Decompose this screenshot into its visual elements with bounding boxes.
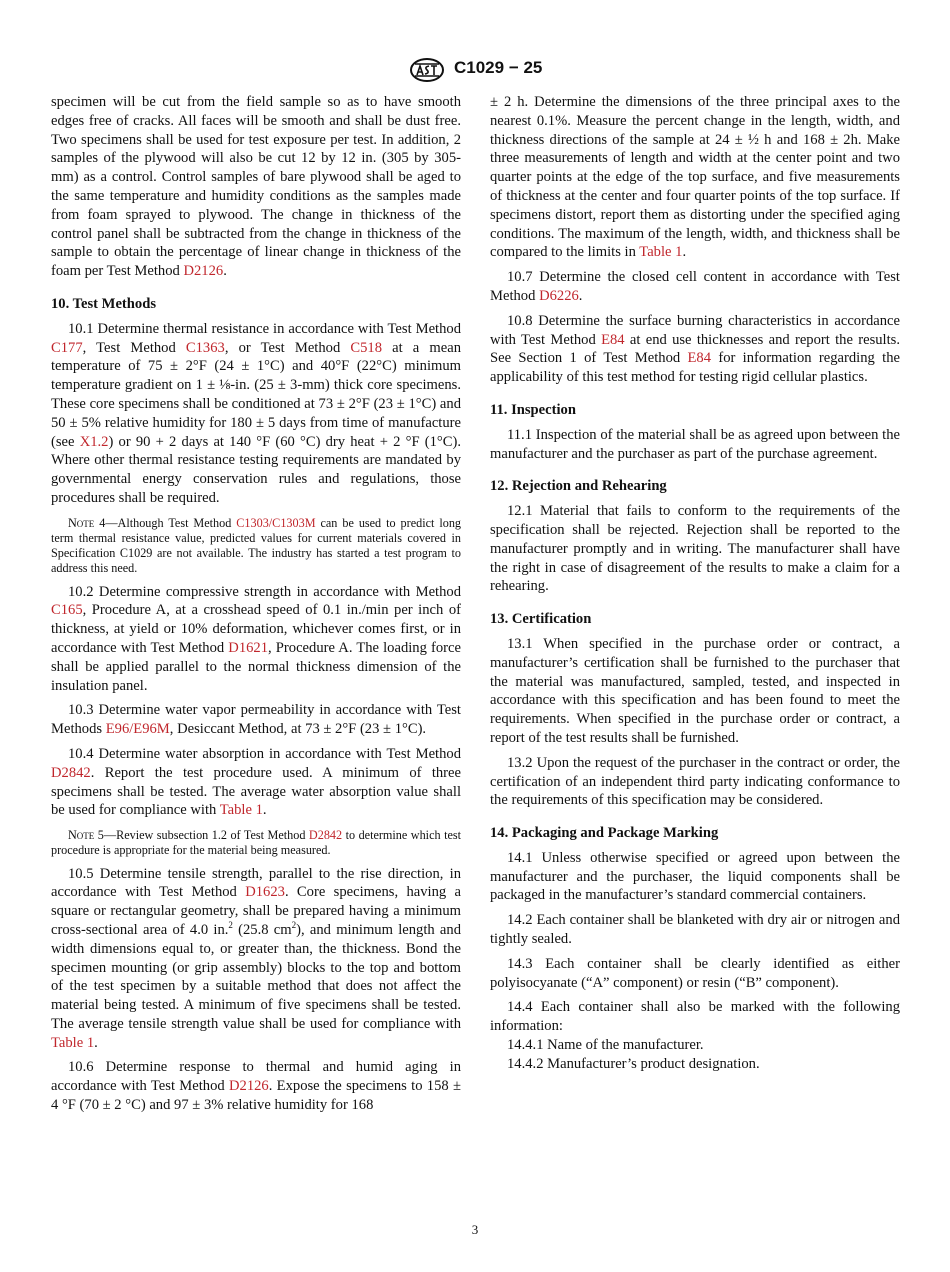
- ref-link-c1303[interactable]: C1303/C1303M: [236, 515, 316, 530]
- paragraph-11-1: 11.1 Inspection of the material shall be as agreed upon between the manufacturer and the purchaser as part of the purchase agreement.: [490, 426, 900, 462]
- ref-link-d1621[interactable]: D1621: [228, 639, 269, 656]
- ref-link-e84[interactable]: E84: [601, 331, 625, 348]
- document-code: C1029 − 25: [454, 58, 543, 77]
- paragraph-14-4-2: 14.4.2 Manufacturer’s product designation.: [507, 1055, 760, 1072]
- paragraph-10-7: 10.7 Determine the closed cell content in accordance with Test Method D6226.: [490, 269, 900, 304]
- paragraph-14-3: 14.3 Each container shall be clearly identified as either polyisocyanate (“A” component) or resin (“B” component).: [490, 955, 900, 991]
- ref-link-table-1[interactable]: Table 1: [639, 244, 683, 261]
- ref-link-c1363[interactable]: C1363: [185, 339, 225, 356]
- ref-link-d2842-note[interactable]: D2842: [308, 828, 343, 843]
- ref-link-c177[interactable]: C177: [51, 339, 83, 356]
- section-heading-13: 13. Certification: [490, 611, 592, 628]
- paragraph-10-2: 10.2 Determine compressive strength in accordance with Method C165, Procedure A, at a crosshead speed of 0.1 in./min per inch of thickness, at yield or 10% deformation, whichever comes first, or in accordance with Test Method D1621, Procedure A. The loading force shall be applied parallel to the normal thickness dimension of the insulation panel.: [51, 583, 461, 694]
- ref-link-d1623[interactable]: D1623: [245, 884, 285, 901]
- page-number: 3: [471, 1222, 479, 1237]
- paragraph-13-1: 13.1 When specified in the purchase order or contract, a manufacturer’s certification shall be furnished to the purchaser that the material was manufactured, sampled, tested, and inspected in accordance with this specification and has been found to meet the requirements. When specified in the purchase order or contract, a report of the test results shall be furnished.: [490, 635, 900, 746]
- paragraph-continuation: specimen will be cut from the field sample so as to have smooth edges free of cracks. All faces will be smooth and shall be dust free. Two specimens shall be used for test exposure per test. In addition, 2 samples of the plywood will also be cut 12 by 12 in. (305 by 305-mm) as a control. Control samples of bare plywood shall be aged to the same temperature and humidity conditions as the samples made from foam sprayed to plywood. The change in thickness of the control panel shall be subtracted from the change in thickness of the sample to obtain the percentage of linear change in thickness of the foam per Test Method D2126.: [51, 94, 461, 280]
- section-heading-10: 10. Test Methods: [51, 295, 157, 312]
- paragraph-14-4: 14.4 Each container shall also be marked with the following information:: [490, 999, 900, 1035]
- paragraph-10-4: 10.4 Determine water absorption in accordance with Test Method D2842. Report the test procedure used. A minimum of three specimens shall be tested. The average water absorption value shall be used for compliance with Table 1.: [51, 745, 461, 819]
- ref-link-table-1[interactable]: Table 1: [219, 802, 263, 819]
- paragraph-10-6-continued: ± 2 h. Determine the dimensions of the three principal axes to the nearest 0.1%. Measure the percent change in the length, width, and thickness directions of the sample at 24 ± ½ h and 168 ± 2h. Make three measurements of length and width at the center point and two quarter points at the edge of the top surface, and five measurements of thickness at the center and four quarter points of the top surface. If specimens distort, report them as distorting under the specified aging conditions. The maximum of the length, width, and thickness shall be compared to the limits in Table 1.: [490, 94, 900, 261]
- ref-link-table-1[interactable]: Table 1: [51, 1034, 95, 1051]
- paragraph-12-1: 12.1 Material that fails to conform to the requirements of the specification shall be rejected. Rejection shall be reported to the manufacturer promptly and in writing. The manufacturer shall have the right in case of disagreement of the results to make a claim for a rehearing.: [490, 503, 900, 595]
- paragraph-10-3: 10.3 Determine water vapor permeability in accordance with Test Methods E96/E96M, Desiccant Method, at 73 ± 2°F (23 ± 1°C).: [51, 702, 461, 738]
- page-header: [0, 56, 950, 86]
- ref-link-c165[interactable]: C165: [51, 602, 83, 619]
- paragraph-10-6: 10.6 Determine response to thermal and humid aging in accordance with Test Method D2126. Expose the specimens to 158 ± 4 °F (70 ± 2 °C) and 97 ± 3% relative humidity for 168: [51, 1059, 461, 1114]
- right-column: [490, 93, 900, 1080]
- ref-link-e96[interactable]: E96/E96M: [105, 721, 170, 738]
- note-5: Note 5—Review subsection 1.2 of Test Method D2842 to determine which test procedure is appropriate for the material being measured.: [51, 828, 461, 858]
- paragraph-13-2: 13.2 Upon the request of the purchaser in the contract or order, the certification of an independent third party indicating conformance to the requirements of this specification may be considered.: [490, 754, 900, 809]
- ref-link-e84[interactable]: E84: [687, 350, 712, 367]
- paragraph-10-8: 10.8 Determine the surface burning characteristics in accordance with Test Method E84 at end use thicknesses and report the results. See Section 1 of Test Method E84 for information regarding the applicability of this test method for testing rigid cellular plastics.: [490, 312, 900, 386]
- ref-link-d2126[interactable]: D2126: [229, 1078, 269, 1095]
- paragraph-10-5: 10.5 Determine tensile strength, parallel to the rise direction, in accordance with Test Method D1623. Core specimens, having a square or rectangular geometry, shall be prepared having a minimum cross-sectional area of 4.0 in.$^2$ (25.8 $cm^2$), and minimum length and width dimensions equal to, or greater than, the thickness. Bond the specimen mounting (or grip assembly) blocks to the top and bottom of the test specimen by a suitable method that does not affect the material being tested. A minimum of five specimens shall be tested. The average tensile strength value shall be used for compliance with Table 1.: [51, 865, 461, 1051]
- paragraph-10-1: 10.1 Determine thermal resistance in accordance with Test Method C177, Test Method C1363, or Test Method C518 at a mean temperature of 75 ± 2°F (24 ± 1°C) and 40°F (22°C) minimum temperature gradient on 1 ± ⅛-in. (25 ± 3-mm) thick core specimens. These core specimens shall be conditioned at 73 ± 2°F (23 ± 1°C) and 50 ± 5% relative humidity for 180 ± 5 days from time of manufacture (see X1.2) or 90 + 2 days at 140 °F (60 °C) dry heat + 2 °F (1°C). Where other thermal resistance testing requirements are mandated by governmental energy conservation rules and regulations, those procedures shall be required.: [51, 320, 462, 506]
- astm-logo-icon: [409, 58, 445, 82]
- paragraph-14-2: 14.2 Each container shall be blanketed with dry air or nitrogen and tightly sealed.: [490, 912, 900, 948]
- left-column: [51, 93, 461, 1121]
- paragraph-14-1: 14.1 Unless otherwise specified or agreed upon between the manufacturer and the purchaser, the liquid components shall be packaged in the manufacturer’s standard commercial containers.: [490, 849, 900, 904]
- section-heading-12: 12. Rejection and Rehearing: [490, 478, 667, 495]
- ref-link-c518[interactable]: C518: [350, 339, 383, 356]
- ref-link-d2842[interactable]: D2842: [51, 764, 91, 781]
- ref-link-d6226[interactable]: D6226: [539, 287, 579, 304]
- paragraph-14-4-1: 14.4.1 Name of the manufacturer.: [507, 1037, 704, 1054]
- ref-link-d2126[interactable]: D2126: [183, 263, 224, 280]
- ref-link-x1-2[interactable]: X1.2: [79, 433, 109, 450]
- section-heading-14: 14. Packaging and Package Marking: [490, 825, 719, 842]
- section-heading-11: 11. Inspection: [490, 401, 576, 418]
- note-4: Note 4—Although Test Method C1303/C1303M can be used to predict long term thermal resistance value, predicted values for current materials covered in Specification C1029 are not available. The industry has started a test program to address this need.: [51, 515, 462, 576]
